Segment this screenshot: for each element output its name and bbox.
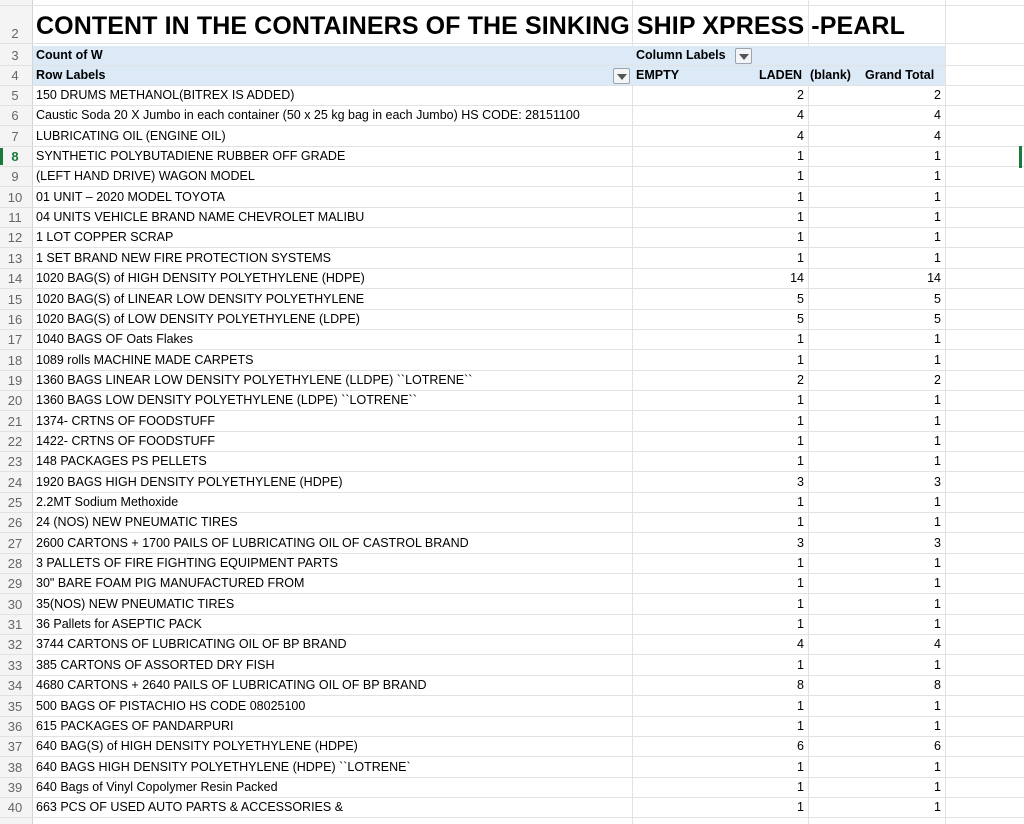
row-label-cell[interactable]: 1360 BAGS LOW DENSITY POLYETHYLENE (LDPE) ``LOTRENE`` (36, 393, 417, 407)
laden-count-cell[interactable]: 4 (797, 108, 804, 122)
table-row (0, 717, 1024, 737)
row-label-cell[interactable]: 2600 CARTONS + 1700 PAILS OF LUBRICATING OIL OF CASTROL BRAND (36, 536, 469, 550)
grand-total-cell[interactable]: 1 (934, 617, 941, 631)
table-row (0, 676, 1024, 696)
row-label-cell[interactable]: 1089 rolls MACHINE MADE CARPETS (36, 353, 254, 367)
row-label-cell[interactable]: 1360 BAGS LINEAR LOW DENSITY POLYETHYLENE (LLDPE) ``LOTRENE`` (36, 373, 473, 387)
table-row (0, 249, 1024, 269)
table-row (0, 432, 1024, 452)
selection-edge-marker (1019, 146, 1022, 168)
laden-count-cell[interactable]: 1 (797, 149, 804, 163)
row-label-cell[interactable]: Caustic Soda 20 X Jumbo in each container (50 x 25 kg bag in each Jumbo) HS CODE: 28151100 (36, 108, 580, 122)
grand-total-cell[interactable]: 1 (934, 454, 941, 468)
row-number[interactable]: 20 (7, 393, 23, 408)
row-number[interactable]: 8 (0, 147, 30, 166)
laden-count-cell[interactable]: 2 (797, 373, 804, 387)
row-number[interactable]: 17 (7, 332, 23, 347)
row-label-cell[interactable]: 1 SET BRAND NEW FIRE PROTECTION SYSTEMS (36, 251, 331, 265)
row-labels-header[interactable]: Row Labels (36, 68, 106, 82)
table-row (0, 635, 1024, 655)
row-label-cell[interactable]: 1020 BAG(S) of LINEAR LOW DENSITY POLYETHYLENE (36, 292, 365, 306)
table-row (0, 228, 1024, 248)
row-label-cell[interactable]: 1920 BAGS HIGH DENSITY POLYETHYLENE (HDPE) (36, 475, 343, 489)
table-row (0, 656, 1024, 676)
row-number[interactable]: 9 (11, 169, 19, 184)
row-number[interactable]: 26 (7, 515, 23, 530)
grand-total-cell[interactable]: 2 (934, 373, 941, 387)
table-row (0, 371, 1024, 391)
row-number[interactable]: 10 (7, 190, 23, 205)
laden-count-cell[interactable]: 4 (797, 637, 804, 651)
row-label-cell[interactable]: 385 CARTONS OF ASSORTED DRY FISH (36, 658, 275, 672)
table-row (0, 391, 1024, 411)
grand-total-cell[interactable]: 1 (934, 780, 941, 794)
grand-total-cell[interactable]: 1 (934, 210, 941, 224)
row-number[interactable]: 30 (7, 597, 23, 612)
row-label-cell[interactable]: 663 PCS OF USED AUTO PARTS & ACCESSORIES & (36, 800, 344, 814)
grand-total-cell[interactable]: 14 (927, 271, 941, 285)
laden-count-cell[interactable]: 1 (797, 780, 804, 794)
grand-total-cell[interactable]: 1 (934, 230, 941, 244)
grand-total-cell[interactable]: 1 (934, 515, 941, 529)
grand-total-cell[interactable]: 1 (934, 699, 941, 713)
laden-count-cell[interactable]: 1 (797, 414, 804, 428)
row-number[interactable]: 35 (7, 699, 23, 714)
row-label-cell[interactable]: 640 BAGS HIGH DENSITY POLYETHYLENE (HDPE) ``LOTRENE` (36, 760, 411, 774)
laden-count-cell[interactable]: 1 (797, 800, 804, 814)
grand-total-cell[interactable]: 1 (934, 353, 941, 367)
table-row (0, 147, 1024, 167)
grand-total-cell[interactable]: 1 (934, 760, 941, 774)
laden-count-cell[interactable]: 5 (797, 292, 804, 306)
row-label-cell[interactable]: 1020 BAG(S) of LOW DENSITY POLYETHYLENE (LDPE) (36, 312, 360, 326)
value-field-label[interactable]: Count of W (36, 48, 103, 62)
table-row (0, 493, 1024, 513)
row-label-cell[interactable]: SYNTHETIC POLYBUTADIENE RUBBER OFF GRADE (36, 149, 346, 163)
row-label-cell[interactable]: 3744 CARTONS OF LUBRICATING OIL OF BP BRAND (36, 637, 347, 651)
table-row (0, 208, 1024, 228)
grand-total-cell[interactable]: 1 (934, 332, 941, 346)
laden-count-cell[interactable]: 1 (797, 353, 804, 367)
row-number[interactable]: 16 (7, 312, 23, 327)
table-row (0, 127, 1024, 147)
row-label-cell[interactable]: 24 (NOS) NEW PNEUMATIC TIRES (36, 515, 238, 529)
grand-total-cell[interactable]: 3 (934, 536, 941, 550)
laden-count-cell[interactable]: 6 (797, 739, 804, 753)
column-header-blank[interactable]: (blank) (810, 68, 851, 82)
laden-count-cell[interactable]: 1 (797, 434, 804, 448)
grand-total-cell[interactable]: 1 (934, 414, 941, 428)
laden-count-cell[interactable]: 1 (797, 556, 804, 570)
row-number[interactable]: 22 (7, 434, 23, 449)
grand-total-cell[interactable]: 3 (934, 475, 941, 489)
row-label-cell[interactable]: 3 PALLETS OF FIRE FIGHTING EQUIPMENT PARTS (36, 556, 338, 570)
table-row (0, 290, 1024, 310)
row-number[interactable]: 4 (11, 68, 19, 83)
table-row (0, 106, 1024, 126)
row-label-cell[interactable]: (LEFT HAND DRIVE) WAGON MODEL (36, 169, 255, 183)
laden-count-cell[interactable]: 1 (797, 617, 804, 631)
sheet-title[interactable]: CONTENT IN THE CONTAINERS OF THE SINKING SHIP XPRESS -PEARL (36, 12, 905, 40)
laden-count-cell[interactable]: 5 (797, 312, 804, 326)
grand-total-cell[interactable]: 1 (934, 556, 941, 570)
row-label-cell[interactable]: 1422- CRTNS OF FOODSTUFF (36, 434, 215, 448)
row-number[interactable]: 23 (7, 454, 23, 469)
row-number[interactable]: 24 (7, 475, 23, 490)
grand-total-cell[interactable]: 1 (934, 434, 941, 448)
row-number[interactable]: 11 (8, 210, 22, 225)
grand-total-cell[interactable]: 1 (934, 719, 941, 733)
column-header-empty[interactable]: EMPTY (636, 68, 680, 82)
grand-total-cell[interactable]: 2 (934, 88, 941, 102)
row-number[interactable]: 18 (7, 353, 23, 368)
laden-count-cell[interactable]: 4 (797, 129, 804, 143)
row-label-cell[interactable]: LUBRICATING OIL (ENGINE OIL) (36, 129, 226, 143)
row-label-cell[interactable]: 04 UNITS VEHICLE BRAND NAME CHEVROLET MALIBU (36, 210, 365, 224)
laden-count-cell[interactable]: 8 (797, 678, 804, 692)
column-labels-header[interactable]: Column Labels (636, 48, 726, 62)
grand-total-cell[interactable]: 1 (934, 597, 941, 611)
table-row (0, 452, 1024, 472)
table-row (0, 554, 1024, 574)
grand-total-cell[interactable]: 1 (934, 393, 941, 407)
row-number[interactable]: 21 (7, 414, 23, 429)
row-label-cell[interactable]: 640 Bags of Vinyl Copolymer Resin Packed (36, 780, 278, 794)
laden-count-cell[interactable]: 1 (797, 515, 804, 529)
row-number[interactable]: 7 (11, 129, 19, 144)
table-row (0, 778, 1024, 798)
laden-count-cell[interactable]: 1 (797, 230, 804, 244)
table-row (0, 574, 1024, 594)
grand-total-cell[interactable]: 1 (934, 658, 941, 672)
row-number[interactable]: 13 (7, 251, 23, 266)
row-label-cell[interactable]: 4680 CARTONS + 2640 PAILS OF LUBRICATING OIL OF BP BRAND (36, 678, 427, 692)
table-row (0, 758, 1024, 778)
laden-count-cell[interactable]: 14 (790, 271, 804, 285)
row-label-cell[interactable]: 1 LOT COPPER SCRAP (36, 230, 174, 244)
grand-total-cell[interactable]: 1 (934, 251, 941, 265)
laden-count-cell[interactable]: 3 (797, 536, 804, 550)
grand-total-cell[interactable]: 1 (934, 169, 941, 183)
row-number[interactable]: 19 (7, 373, 23, 388)
laden-count-cell[interactable]: 1 (797, 169, 804, 183)
row-number[interactable]: 33 (7, 658, 23, 673)
laden-count-cell[interactable]: 1 (797, 576, 804, 590)
row-number[interactable]: 29 (7, 576, 23, 591)
table-row (0, 798, 1024, 818)
row-label-cell[interactable]: 640 BAG(S) of HIGH DENSITY POLYETHYLENE (HDPE) (36, 739, 358, 753)
column-filter-dropdown-icon[interactable] (735, 48, 752, 64)
row-label-cell[interactable]: 2.2MT Sodium Methoxide (36, 495, 179, 509)
pivot-header-row (0, 66, 1024, 86)
laden-count-cell[interactable]: 1 (797, 760, 804, 774)
row-label-cell[interactable]: 148 PACKAGES PS PELLETS (36, 454, 207, 468)
row-label-cell[interactable]: 1020 BAG(S) of HIGH DENSITY POLYETHYLENE (HDPE) (36, 271, 365, 285)
grand-total-cell[interactable]: 8 (934, 678, 941, 692)
table-row (0, 86, 1024, 106)
grand-total-cell[interactable]: 4 (934, 108, 941, 122)
row-number[interactable]: 27 (7, 536, 23, 551)
grand-total-cell[interactable]: 5 (934, 292, 941, 306)
grand-total-cell[interactable]: 4 (934, 129, 941, 143)
table-row (0, 167, 1024, 187)
table-row (0, 269, 1024, 289)
row-number[interactable]: 39 (7, 780, 23, 795)
row-number[interactable]: 2 (11, 26, 19, 41)
row-number[interactable]: 40 (7, 800, 23, 815)
table-row (0, 615, 1024, 635)
grand-total-cell[interactable]: 1 (934, 190, 941, 204)
table-row (0, 351, 1024, 371)
laden-count-cell[interactable]: 2 (797, 88, 804, 102)
row-label-cell[interactable]: 35(NOS) NEW PNEUMATIC TIRES (36, 597, 235, 611)
row-number[interactable]: 5 (11, 88, 19, 103)
row-label-cell[interactable]: 150 DRUMS METHANOL(BITREX IS ADDED) (36, 88, 295, 102)
row-number[interactable]: 12 (7, 230, 23, 245)
row-label-cell[interactable]: 1040 BAGS OF Oats Flakes (36, 332, 194, 346)
column-header-laden[interactable]: LADEN (759, 68, 803, 82)
laden-count-cell[interactable]: 1 (797, 210, 804, 224)
laden-count-cell[interactable]: 1 (797, 658, 804, 672)
laden-count-cell[interactable]: 1 (797, 597, 804, 611)
laden-count-cell[interactable]: 1 (797, 190, 804, 204)
row-label-cell[interactable]: 30" BARE FOAM PIG MANUFACTURED FROM (36, 576, 305, 590)
grand-total-cell[interactable]: 4 (934, 637, 941, 651)
row-number[interactable]: 25 (7, 495, 23, 510)
table-row (0, 697, 1024, 717)
grand-total-cell[interactable]: 1 (934, 800, 941, 814)
row-number[interactable]: 32 (7, 637, 23, 652)
grand-total-cell[interactable]: 1 (934, 149, 941, 163)
table-row (0, 737, 1024, 757)
laden-count-cell[interactable]: 1 (797, 719, 804, 733)
grand-total-cell[interactable]: 6 (934, 739, 941, 753)
pivot-header-row (0, 46, 1024, 66)
row-number[interactable]: 31 (7, 617, 23, 632)
table-row (0, 534, 1024, 554)
row-number[interactable]: 37 (7, 739, 23, 754)
row-filter-dropdown-icon[interactable] (613, 68, 630, 84)
laden-count-cell[interactable]: 1 (797, 393, 804, 407)
laden-count-cell[interactable]: 3 (797, 475, 804, 489)
laden-count-cell[interactable]: 1 (797, 251, 804, 265)
row-number[interactable]: 6 (11, 108, 19, 123)
laden-count-cell[interactable]: 1 (797, 495, 804, 509)
laden-count-cell[interactable]: 1 (797, 454, 804, 468)
table-row (0, 310, 1024, 330)
row-number[interactable]: 36 (7, 719, 23, 734)
grand-total-cell[interactable]: 1 (934, 495, 941, 509)
table-row (0, 330, 1024, 350)
table-row (0, 412, 1024, 432)
row-number[interactable]: 28 (7, 556, 23, 571)
laden-count-cell[interactable]: 1 (797, 332, 804, 346)
row-number[interactable]: 3 (11, 48, 19, 63)
column-header-grand-total[interactable]: Grand Total (865, 68, 935, 82)
table-row (0, 473, 1024, 493)
row-label-cell[interactable]: 500 BAGS OF PISTACHIO HS CODE 08025100 (36, 699, 306, 713)
table-row (0, 513, 1024, 533)
table-row (0, 188, 1024, 208)
row-number[interactable]: 34 (7, 678, 23, 693)
laden-count-cell[interactable]: 1 (797, 699, 804, 713)
table-row (0, 595, 1024, 615)
row-label-cell[interactable]: 1374- CRTNS OF FOODSTUFF (36, 414, 215, 428)
row-number[interactable]: 14 (7, 271, 23, 286)
row-label-cell[interactable]: 36 Pallets for ASEPTIC PACK (36, 617, 202, 631)
grand-total-cell[interactable]: 5 (934, 312, 941, 326)
row-number[interactable]: 38 (7, 760, 23, 775)
row-label-cell[interactable]: 615 PACKAGES OF PANDARPURI (36, 719, 234, 733)
row-label-cell[interactable]: 01 UNIT – 2020 MODEL TOYOTA (36, 190, 225, 204)
grand-total-cell[interactable]: 1 (934, 576, 941, 590)
row-number[interactable]: 15 (7, 292, 23, 307)
